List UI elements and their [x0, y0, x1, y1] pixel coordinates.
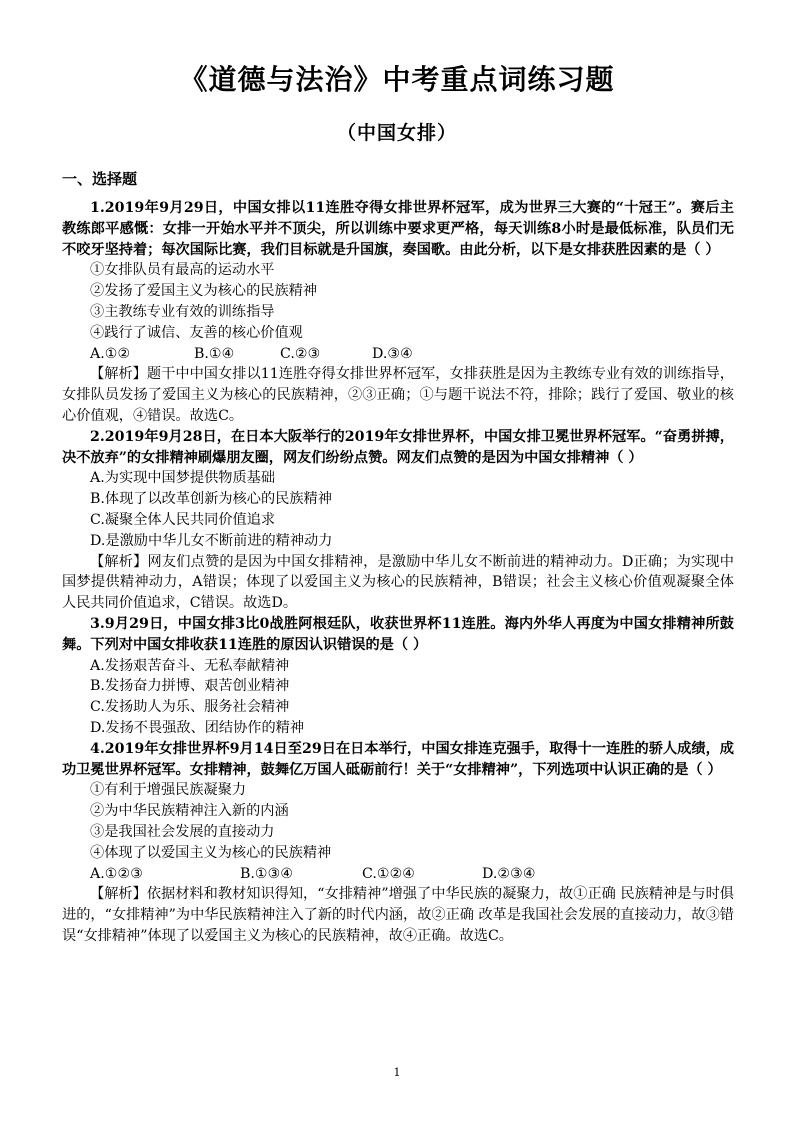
answer-choices: [62, 864, 734, 885]
question-option: A.发扬艰苦奋斗、无私奉献精神: [90, 657, 290, 674]
answer-analysis: 【解析】网友们点赞的是因为中国女排精神，是激励中华儿女不断前进的精神动力。D正确；为实现中国梦提供精神动力，A错误；体现了以爱国主义为核心的民族精神，B错误；社会主义核心价值观凝聚全体人民共同价值追求，C错误。故选D。: [62, 553, 734, 612]
page-number: 1: [393, 1066, 401, 1079]
answer-analysis: 【解析】依据材料和教材知识得知，“女排精神”增强了中华民族的凝聚力，故①正确 民族精神是与时俱进的，“女排精神”为中华民族精神注入了新的时代内涵，故②正确 改革是我国社会发展的直接动力，故③错误“女排精神”体现了以爱国主义为核心的民族精神，故④正确。故选C。: [62, 886, 734, 944]
question-2: [62, 427, 734, 614]
question-option: B.发扬奋力拼博、艰苦创业精神: [90, 678, 290, 695]
question-3: [62, 614, 734, 739]
question-option: ②发扬了爱国主义为核心的民族精神: [90, 283, 318, 300]
document-subtitle: （中国女排）: [336, 122, 457, 144]
answer-choice: B.①③④: [240, 865, 294, 882]
question-4: [62, 739, 734, 947]
question-option: B.体现了以改革创新为核心的民族精神: [90, 491, 332, 508]
question-option: ②为中华民族精神注入新的内涵: [90, 803, 289, 820]
answer-choice: A.①②: [90, 345, 131, 362]
question-option: C.发扬助人为乐、服务社会精神: [90, 699, 290, 716]
section-heading: 一、选择题: [62, 170, 138, 188]
question-stem: 3.9月29日，中国女排3比0战胜阿根廷队，收获世界杯11连胜。海内外华人再度为中国女排精神所鼓舞。下列对中国女排收获11连胜的原因认识错误的是（ ）: [62, 615, 734, 653]
question-option: C.凝聚全体人民共同价值追求: [90, 511, 276, 528]
question-option: ④践行了诚信、友善的核心价值观: [90, 324, 303, 341]
answer-choice: D.②③④: [482, 865, 536, 882]
question-option: ①女排队员有最高的运动水平: [90, 262, 275, 279]
question-option: D.是激励中华儿女不断前进的精神动力: [90, 532, 333, 549]
question-option: ④体现了以爱国主义为核心的民族精神: [90, 844, 332, 861]
answer-choice: A.①②③: [90, 865, 143, 882]
question-option: ③主教练专业有效的训练指导: [90, 303, 275, 320]
document-title: 《道德与法治》中考重点词练习题: [179, 63, 615, 96]
question-option: ①有利于增强民族凝聚力: [90, 782, 247, 799]
question-option: A.为实现中国梦提供物质基础: [90, 470, 276, 487]
answer-choice: B.①④: [194, 345, 235, 362]
question-1: [62, 198, 734, 427]
question-option: D.发扬不畏强敌、团结协作的精神: [90, 719, 305, 736]
question-stem: 2.2019年9月28日，在日本大阪举行的2019年女排世界杯，中国女排卫冕世界杯冠军。“奋勇拼搏，决不放弃”的女排精神刷爆朋友圈，网友们纷纷点赞。网友们点赞的是因为中国女排精神（ ）: [62, 428, 734, 466]
answer-choice: C.①②④: [362, 865, 416, 882]
question-stem: 4.2019年女排世界杯9月14日至29日在日本举行，中国女排连克强手，取得十一连胜的骄人成绩，成功卫冕世界杯冠军。女排精神，鼓舞亿万国人砥砺前行！关于“女排精神”，下列选项中认识正确的是（ ）: [62, 740, 734, 778]
question-stem: 1.2019年9月29日，中国女排以11连胜夺得女排世界杯冠军，成为世界三大赛的“十冠王”。赛后主教练郎平感慨：女排一开始水平并不顶尖，所以训练中要求更严格，每天训练8小时是最低标准，队员们无不咬牙坚持着；每次国际比赛，我们目标就是升国旗，奏国歌。由此分析，以下是女排获胜因素的是（ ）: [62, 200, 734, 258]
answer-choice: C.②③: [280, 345, 321, 362]
question-option: ③是我国社会发展的直接动力: [90, 823, 275, 840]
answer-choices: [62, 344, 734, 365]
answer-choice: D.③④: [372, 345, 413, 362]
answer-analysis: 【解析】题干中中国女排以11连胜夺得女排世界杯冠军，女排获胜是因为主教练专业有效的训练指导，女排队员发扬了爱国主义为核心的民族精神，②③正确；①与题干说法不符，排除；践行了爱国、敬业的核心价值观，④错误。故选C。: [62, 366, 734, 424]
document-body: [62, 168, 734, 947]
